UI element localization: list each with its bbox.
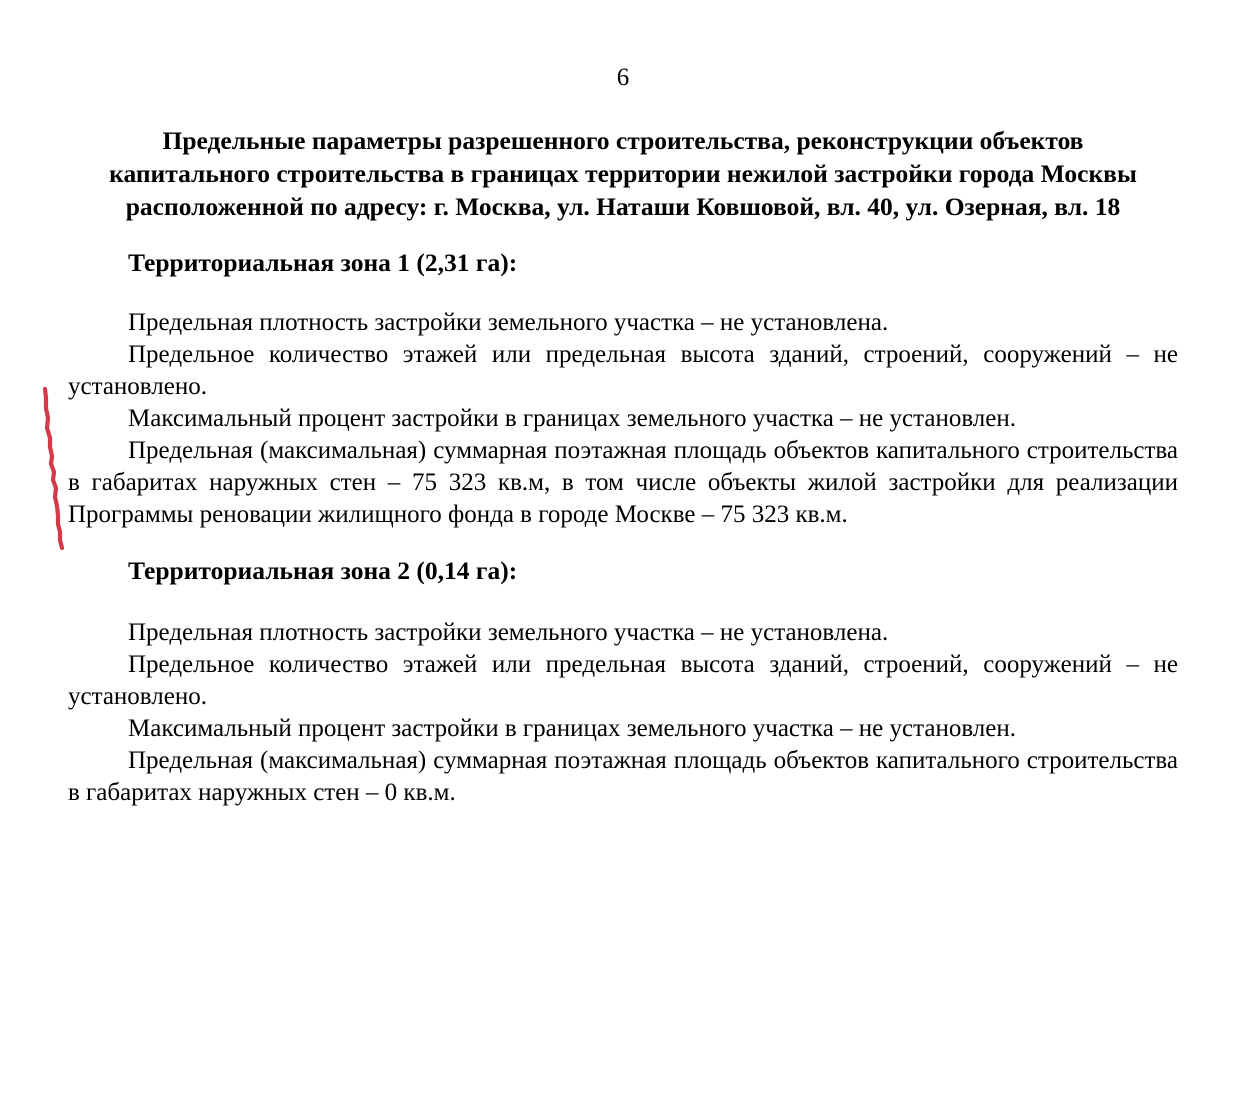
zone-2-section [68, 617, 1178, 809]
zone-1-paragraph-floors: Предельное количество этажей или предельная высота зданий, строений, сооружений – не установлено. [68, 341, 1178, 400]
title-line-1: Предельные параметры разрешенного строительства, реконструкции объектов [162, 126, 1084, 155]
zone-1-heading: Территориальная зона 1 (2,31 га): [128, 248, 518, 277]
red-margin-mark-stroke [45, 389, 62, 548]
zone-1-paragraph-density: Предельная плотность застройки земельного участка – не установлена. [128, 309, 889, 336]
zone-2-paragraph-max-percent: Максимальный процент застройки в границах земельного участка – не установлен. [128, 715, 1017, 742]
title-line-2: капитального строительства в границах территории нежилой застройки города Москвы [109, 159, 1137, 188]
zone-1-section [68, 307, 1178, 531]
title-line-3: расположенной по адресу: г. Москва, ул. Наташи Ковшовой, вл. 40, ул. Озерная, вл. 18 [125, 192, 1121, 221]
zone-2-paragraph-total-area: Предельная (максимальная) суммарная поэтажная площадь объектов капитального строительства в габаритах наружных стен – 0 кв.м. [68, 747, 1178, 806]
zone-2-paragraph-floors: Предельное количество этажей или предельная высота зданий, строений, сооружений – не установлено. [68, 651, 1178, 710]
page-number: 6 [616, 64, 630, 91]
zone-2-heading: Территориальная зона 2 (0,14 га): [128, 556, 518, 585]
zone-2-paragraph-density: Предельная плотность застройки земельного участка – не установлена. [128, 619, 889, 646]
document-title [40, 124, 1206, 223]
zone-1-paragraph-total-area: Предельная (максимальная) суммарная поэтажная площадь объектов капитального строительства в габаритах наружных стен – 75 323 кв.м, в том числе объекты жилой застройки для реализации Программы реновации жилищного фонда в городе Москве – 75 323 кв.м. [68, 437, 1178, 528]
zone-1-paragraph-max-percent: Максимальный процент застройки в границах земельного участка – не установлен. [128, 405, 1017, 432]
